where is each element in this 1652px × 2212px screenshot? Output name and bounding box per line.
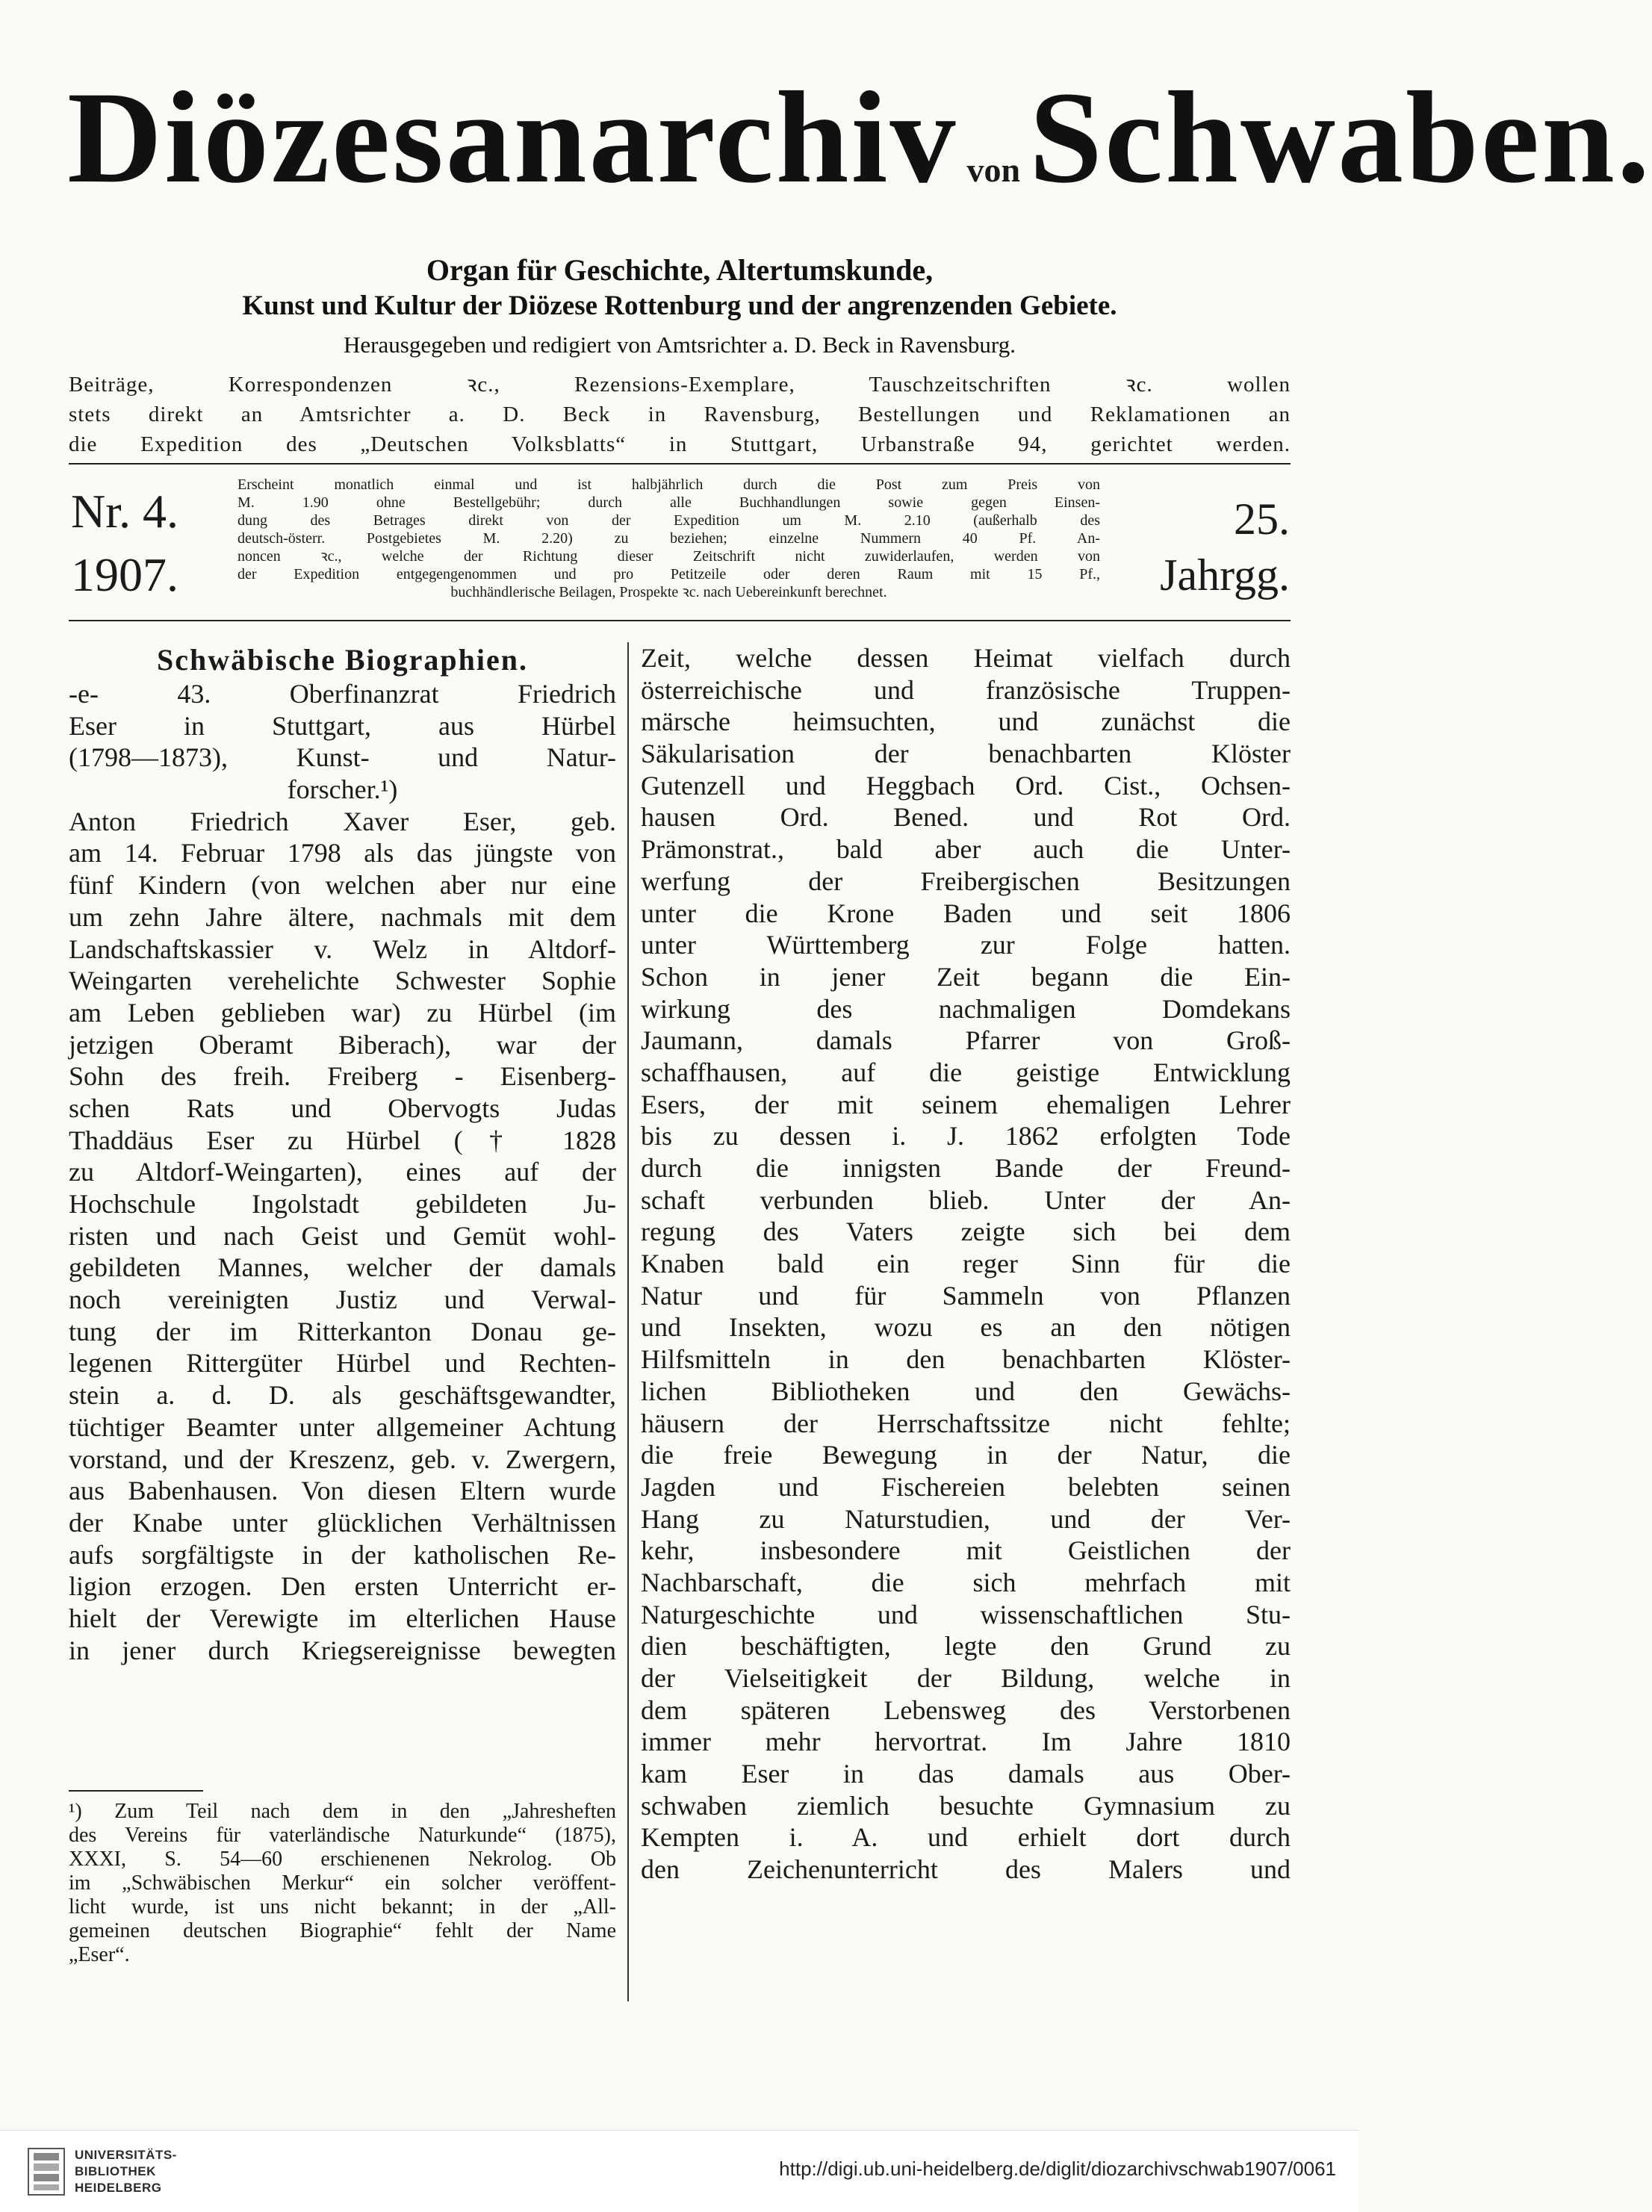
article-line: Anton Friedrich Xaver Eser, geb. — [69, 806, 616, 836]
footnote-line: „Eser“. — [69, 1943, 130, 1966]
article-line: in jener durch Kriegsereignisse bewegten — [69, 1635, 616, 1665]
article-line: aus Babenhausen. Von diesen Eltern wurde — [69, 1476, 616, 1506]
article-line: -e- 43. Oberfinanzrat Friedrich — [69, 679, 616, 709]
article-line: fünf Kindern (von welchen aber nur eine — [69, 870, 616, 901]
source-url-link[interactable]: http://digi.ub.uni-heidelberg.de/diglit/diozarchivschwab1907/0061 — [779, 2157, 1336, 2180]
subscription-line: deutsch-österr. Postgebietes M. 2.20) zu beziehen; einzelne Nummern 40 Pf. An- — [237, 530, 1100, 547]
volume-label: Jahrgg. — [1160, 550, 1290, 600]
article-line: Natur und für Sammeln von Pflanzen — [641, 1280, 1291, 1311]
article-line: dem späteren Lebensweg des Verstorbenen — [641, 1694, 1291, 1725]
issue-number: Nr. 4. — [71, 485, 178, 538]
masthead — [67, 45, 1652, 232]
article-line: schaffhausen, auf die geistige Entwicklung — [641, 1057, 1291, 1087]
subscription-line: der Expedition entgegengenommen und pro Petitzeile oder deren Raum mit 15 Pf., — [237, 566, 1100, 582]
article-line: durch die innigsten Bande der Freund- — [641, 1153, 1291, 1183]
article-line: Prämonstrat., bald aber auch die Unter- — [641, 834, 1291, 865]
subscription-line: M. 1.90 ohne Bestellgebühr; durch alle Buchhandlungen sowie gegen Einsen- — [237, 494, 1100, 511]
article-line: vorstand, und der Kreszenz, geb. v. Zwergern, — [69, 1444, 616, 1474]
article-line: immer mehr hervortrat. Im Jahre 1810 — [641, 1727, 1291, 1757]
left-column — [69, 642, 616, 1666]
article-line: aufs sorgfältigste in der katholischen Re- — [69, 1539, 616, 1570]
article-line: Thaddäus Eser zu Hürbel († 1828 — [69, 1125, 616, 1155]
article-line: der Vielseitigkeit der Bildung, welche in — [641, 1663, 1291, 1693]
footer-bar — [0, 2130, 1358, 2212]
footnote-line: des Vereins für vaterländische Naturkunde“ (1875), — [69, 1824, 616, 1847]
article-line: und Insekten, wozu es an den nötigen — [641, 1312, 1291, 1343]
masthead-title-2: Schwaben. — [1029, 65, 1652, 211]
article-line: Esers, der mit seinem ehemaligen Lehrer — [641, 1089, 1291, 1119]
article-line: schwaben ziemlich besuchte Gymnasium zu — [641, 1790, 1291, 1821]
article-line: um zehn Jahre ältere, nachmals mit dem — [69, 901, 616, 932]
article-line: Kempten i. A. und erhielt dort durch — [641, 1822, 1291, 1853]
article-line: werfung der Freibergischen Besitzungen — [641, 866, 1291, 896]
header-rule-top — [69, 463, 1291, 465]
article-line: Hilfsmitteln in den benachbarten Klöster- — [641, 1344, 1291, 1375]
article-line: am 14. Februar 1798 als das jüngste von — [69, 838, 616, 869]
article-line: häusern der Herrschaftssitze nicht fehlte; — [641, 1408, 1291, 1438]
article-line: tung der im Ritterkanton Donau ge- — [69, 1316, 616, 1346]
article-line: stein a. d. D. als geschäftsgewandter, — [69, 1380, 616, 1411]
article-line: Hang zu Naturstudien, und der Ver- — [641, 1503, 1291, 1534]
article-line: kehr, insbesondere mit Geistlichen der — [641, 1535, 1291, 1566]
article-line: forscher.¹) — [287, 774, 398, 805]
article-line: regung des Vaters zeigte sich bei dem — [641, 1217, 1291, 1247]
article-line: legenen Rittergüter Hürbel und Rechten- — [69, 1348, 616, 1379]
institution-line: UNIVERSITÄTS- — [75, 2148, 177, 2162]
article-line: Säkularisation der benachbarten Klöster — [641, 739, 1291, 769]
notice-line: stets direkt an Amtsrichter a. D. Beck in Ravensburg, Bestellungen und Reklamationen an — [69, 403, 1291, 426]
subscription-line: dung des Betrages direkt von der Expedition um M. 2.10 (außerhalb des — [237, 512, 1100, 529]
footnote — [69, 1800, 616, 1967]
article-line: tüchtiger Beamter unter allgemeiner Achtung — [69, 1411, 616, 1442]
article-line: bis zu dessen i. J. 1862 erfolgten Tode — [641, 1121, 1291, 1152]
article-line: Eser in Stuttgart, aus Hürbel — [69, 710, 616, 741]
article-line: der Knabe unter glücklichen Verhältnissen — [69, 1507, 616, 1538]
article-line: zu Altdorf-Weingarten), eines auf der — [69, 1157, 616, 1187]
article-line: dien beschäftigten, legte den Grund zu — [641, 1631, 1291, 1662]
article-line: schaft verbunden blieb. Unter der An- — [641, 1184, 1291, 1215]
article-line: Hochschule Ingolstadt gebildeten Ju- — [69, 1189, 616, 1219]
footnote-line: gemeinen deutschen Biographie“ fehlt der Name — [69, 1919, 616, 1942]
institution-line: BIBLIOTHEK — [75, 2164, 156, 2178]
masthead-title: Diözesanarchiv — [67, 65, 958, 211]
article-line: Weingarten verehelichte Schwester Sophie — [69, 966, 616, 996]
article-line: Gutenzell und Heggbach Ord. Cist., Ochsen- — [641, 770, 1291, 801]
subscription-notice — [237, 476, 1100, 601]
article-line: Zeit, welche dessen Heimat vielfach durch — [641, 643, 1291, 673]
footnote-line: ¹) Zum Teil nach dem in den „Jahresheften — [69, 1800, 616, 1823]
subscription-line: buchhändlerische Beilagen, Prospekte ꝛc. nach Uebereinkunft berechnet. — [450, 584, 887, 600]
article-line: Sohn des freih. Freiberg - Eisenberg- — [69, 1061, 616, 1092]
notice-line: die Expedition des „Deutschen Volksblatts“ in Stuttgart, Urbanstraße 94, gerichtet werden. — [69, 432, 1291, 456]
article-line: am Leben geblieben war) zu Hürbel (im — [69, 997, 616, 1028]
article-line: österreichische und französische Truppen- — [641, 674, 1291, 705]
article-line: hielt der Verewigte im elterlichen Hause — [69, 1603, 616, 1633]
article-line: Landschaftskassier v. Welz in Altdorf- — [69, 933, 616, 964]
footnote-line: licht wurde, ist uns nicht bekannt; in der „All- — [69, 1895, 616, 1919]
article-line: gebildeten Mannes, welcher der damals — [69, 1252, 616, 1283]
footnote-rule — [69, 1790, 203, 1792]
article-line: ligion erzogen. Den ersten Unterricht er- — [69, 1571, 616, 1602]
volume-number: 25. — [1234, 494, 1290, 544]
section-heading: Schwäbische Biographien. — [157, 643, 528, 677]
institution-line: HEIDELBERG — [75, 2181, 162, 2195]
article-line: schen Rats und Obervogts Judas — [69, 1093, 616, 1123]
article-line: lichen Bibliotheken und den Gewächs- — [641, 1376, 1291, 1406]
article-line: kam Eser in das damals aus Ober- — [641, 1759, 1291, 1789]
article-line: den Zeichenunterricht des Malers und — [641, 1854, 1291, 1885]
article-line: (1798—1873), Kunst- und Natur- — [69, 742, 616, 773]
header-rule-bottom — [69, 620, 1291, 621]
footnote-line: im „Schwäbischen Merkur“ ein solcher veröffent- — [69, 1871, 616, 1895]
university-seal-icon — [27, 2147, 66, 2196]
right-column — [641, 642, 1291, 1886]
article-line: hausen Ord. Bened. und Rot Ord. — [641, 802, 1291, 833]
subtitle-line-3: Herausgegeben und redigiert von Amtsrichter a. D. Beck in Ravensburg. — [344, 332, 1016, 358]
article-line: unter die Krone Baden und seit 1806 — [641, 898, 1291, 928]
article-line: märsche heimsuchten, und zunächst die — [641, 706, 1291, 737]
subscription-line: noncen ꝛc., welche der Richtung dieser Zeitschrift nicht zuwiderlaufen, werden von — [237, 548, 1100, 565]
article-line: Knaben bald ein reger Sinn für die — [641, 1249, 1291, 1279]
article-line: unter Württemberg zur Folge hatten. — [641, 930, 1291, 960]
article-line: noch vereinigten Justiz und Verwal- — [69, 1284, 616, 1315]
subtitle-line-1: Organ für Geschichte, Altertumskunde, — [426, 253, 934, 287]
article-line: Jaumann, damals Pfarrer von Groß- — [641, 1025, 1291, 1056]
contributions-notice — [69, 370, 1291, 459]
article-line: Naturgeschichte und wissenschaftlichen Stu- — [641, 1599, 1291, 1630]
article-line: risten und nach Geist und Gemüt wohl- — [69, 1220, 616, 1251]
article-line: Schon in jener Zeit begann die Ein- — [641, 961, 1291, 992]
footnote-line: XXXI, S. 54—60 erschienenen Nekrolog. Ob — [69, 1848, 616, 1871]
masthead-von: von — [966, 151, 1021, 189]
article-line: Jagden und Fischereien belebten seinen — [641, 1471, 1291, 1502]
article-line: wirkung des nachmaligen Domdekans — [641, 993, 1291, 1024]
notice-line: Beiträge, Korrespondenzen ꝛc., Rezensions-Exemplare, Tauschzeitschriften ꝛc. wollen — [69, 373, 1291, 397]
article-line: die freie Bewegung in der Natur, die — [641, 1440, 1291, 1470]
article-line: Nachbarschaft, die sich mehrfach mit — [641, 1567, 1291, 1597]
institution-name — [75, 2147, 177, 2196]
column-divider — [627, 642, 629, 2001]
issue-year: 1907. — [71, 548, 178, 601]
subscription-line: Erscheint monatlich einmal und ist halbjährlich durch die Post zum Preis von — [237, 476, 1100, 493]
subtitle-line-2: Kunst und Kultur der Diözese Rottenburg und der angrenzenden Gebiete. — [242, 291, 1117, 321]
article-line: jetzigen Oberamt Biberach), war der — [69, 1029, 616, 1060]
